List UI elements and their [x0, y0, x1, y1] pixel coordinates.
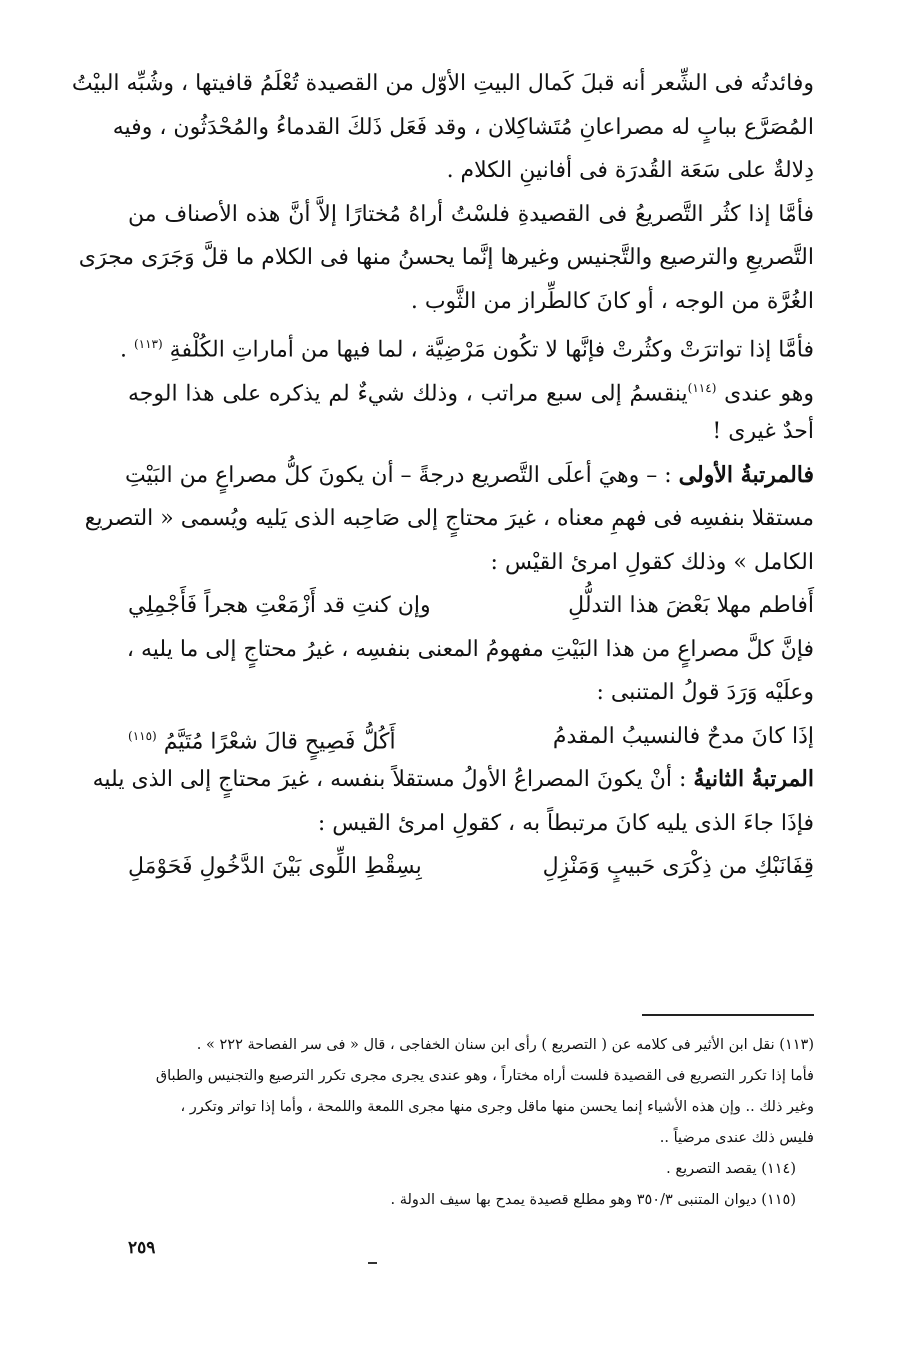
rank1-label: فالمرتبةُ الأولى [678, 461, 814, 488]
verse-2-second-hemistich-wrap [128, 715, 396, 759]
footnote-113-line-2: فأما إذا تكرر التصريع فى القصيدة فلست أراه مختاراً ، وهو عندى يجرى مجرى تكرر الترصيع والتجنيس والطباق [155, 1068, 814, 1084]
p4-start: وهو عندى [724, 380, 814, 406]
body-line-5: التَّصريعِ والترصيع والتَّجنيس وغيرها إنَّما يحسنُ منها فى الكلام ما قلَّ وَجَرَى مجرَى [78, 245, 814, 270]
body-line-14: وعلَيْه وَرَدَ قولُ المتنبى : [596, 680, 814, 705]
p3-text: فأمَّا إذا تواترَتْ وكثُرتْ فإنَّها لا تكُون مَرْضِيَّة ، لما فيها من أماراتِ الكُلْفةِ [169, 337, 814, 363]
body-line-10 [124, 454, 814, 498]
rank1-text: : – وهيَ أعلَى التَّصريع درجةً – أن يكونَ كلُّ مصراعٍ من البَيْتِ [124, 462, 672, 488]
page-number: ٢٥٩ [128, 1238, 156, 1258]
verse-2 [128, 715, 814, 759]
body-line-12: الكامل » وذلك كقولِ امرئ القيْس : [490, 549, 814, 575]
verse-2-second-hemistich: أَكُلُّ فَصِيحٍ قالَ شعْرًا مُتَيَّمُ [163, 728, 396, 754]
footnote-113-line-3: وغير ذلك .. وإن هذه الأشياء إنما يحسن منها ماقل وجرى منها مجرى اللمعة واللمحة ، وأما إذا تواتر وتكرر ، [180, 1099, 814, 1115]
verse-1 [128, 584, 814, 628]
rank2-text: : أنْ يكونَ المصراعُ الأولُ مستقلاً بنفسه ، غيرَ محتاجٍ إلى الذى يليه [92, 767, 687, 792]
verse-1-second-hemistich: وإن كنتِ قد أَزْمَعْتِ هجراً فَأَجْمِلِي [128, 593, 431, 618]
footnote-ref-115: (١١٥) [128, 728, 157, 743]
body-line-8 [128, 367, 814, 411]
footnote-114: (١١٤) يقصد التصريع . [666, 1161, 796, 1177]
verse-2-first-hemistich: إذَا كانَ مدحٌ فالنسيبُ المقدمُ [552, 723, 814, 749]
main-text [71, 62, 814, 889]
footnote-ref-114: (١١٤) [687, 380, 717, 395]
body-line-7 [119, 323, 814, 367]
body-line-11: مستقلا بنفسِه فى فهمِ معناه ، غيرَ محتاجٍ إلى صَاحِبه الذى يَليه ويُسمى « التصريع [84, 506, 814, 531]
footnote-115: (١١٥) ديوان المتنبى ٣٥٠/٣ وهو مطلع قصيدة يمدح بها سيف الدولة . [390, 1192, 796, 1208]
body-line-3: دِلالةٌ على سَعَة القُدرَة فى أفانينِ الكلام . [446, 158, 814, 183]
body-line-9: أحدٌ غيرى ! [712, 419, 814, 444]
body-line-16: فإذَا جاءَ الذى يليه كانَ مرتبطاً به ، كقولِ امرئ القيس : [317, 810, 814, 836]
verse-3-second-hemistich: بِسِقْطِ اللِّوى بَيْنَ الدَّخُولِ فَحَوْمَلِ [128, 854, 422, 879]
footnote-ref-113: (١١٣) [133, 337, 163, 351]
footnote-113-line-4: فليس ذلك عندى مرضياً .. [659, 1130, 814, 1146]
footnote-separator [642, 1014, 814, 1016]
body-line-4: فأمَّا إذا كثُر التَّصريعُ فى القصيدةِ فلسْتُ أراهُ مُختارًا إلاَّ أنَّ هذه الأصناف من [128, 201, 814, 227]
footnote-113-line-1: (١١٣) نقل ابن الأثير فى كلامه عن ( التصريع ) رأى ابن سنان الخفاجى ، قال « فى سر الفصاحة ٢٢٢ » . [196, 1037, 814, 1053]
p4-rest: ينقسمُ إلى سبع مراتب ، وذلك شيءٌ لم يذكره على هذا الوجه [128, 380, 688, 406]
rank2-label: المرتبةُ الثانيةُ [693, 766, 814, 792]
body-line-1: وفائدتُه فى الشِّعر أنه قبلَ كَمال البيتِ الأوّل من القصيدة تُعْلَمُ قافيتها ، وشُبِّه البيْتُ [71, 71, 814, 96]
body-line-13: فإنَّ كلَّ مصراعٍ من هذا البَيْتِ مفهومُ المعنى بنفسِه ، غيرُ محتاجٍ إلى ما يليه ، [126, 636, 814, 662]
ink-mark [368, 1262, 377, 1264]
body-line-15 [92, 758, 814, 802]
verse-3-first-hemistich: قِفَانَبْكِ من ذِكْرَى حَبيبٍ وَمَنْزِلِ [542, 854, 814, 879]
body-line-2: المُصَرَّع ببابٍ له مصراعانِ مُتَشاكِلان ، وقد فَعَل ذَلكَ القدماءُ والمُحْدَثُون ، وفيه [112, 114, 814, 140]
verse-3 [128, 845, 814, 889]
body-line-6: الغُرَّة من الوجه ، أو كانَ كالطِّراز من الثَّوب . [410, 288, 814, 314]
footnotes [128, 1030, 814, 1216]
p3-end: . [119, 337, 134, 363]
verse-1-first-hemistich: أَفاطم مهلا بَعْضَ هذا التدلُّلِ [568, 593, 814, 618]
